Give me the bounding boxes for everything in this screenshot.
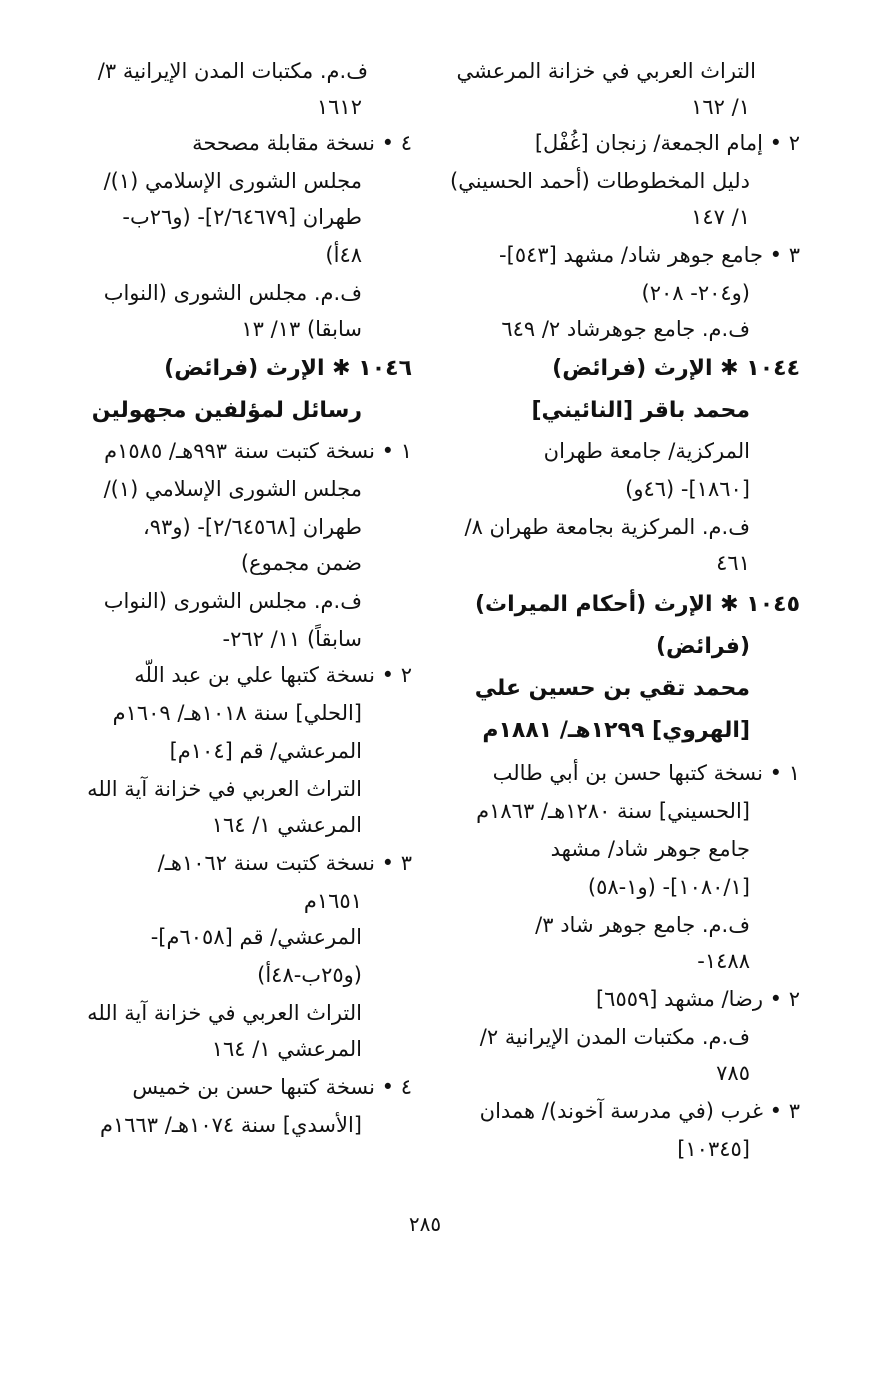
text-line: ف.م. جامع جوهرشاد ٢/ ٦٤٩ <box>501 317 750 341</box>
text-line: ١٤٨٨- <box>697 949 750 973</box>
text-line: سابقا) ١٣/ ١٣ <box>241 317 362 341</box>
text-line: دليل المخطوطات (أحمد الحسيني) <box>450 169 750 193</box>
entry-heading: ١٠٤٥ ✱ الإرث (أحكام الميراث) <box>474 592 800 617</box>
text-line: ١٦٥١م <box>303 889 362 913</box>
text-line: [١٠٣٤٥] <box>677 1137 750 1161</box>
text-line: [الأسدي] سنة ١٠٧٤هـ/ ١٦٦٣م <box>99 1113 362 1137</box>
text-line: [الحلي] سنة ١٠١٨هـ/ ١٦٠٩م <box>112 701 362 725</box>
list-item-number: ٣ • جامع جوهر شاد/ مشهد [٥٤٣]- <box>499 243 800 267</box>
list-item-number: ١ • نسخة كتبها حسن بن أبي طالب <box>492 761 800 785</box>
text-line: ٧٨٥ <box>716 1061 750 1085</box>
text-line: ف.م. مجلس الشورى (النواب <box>103 281 362 305</box>
text-line: [الحسيني] سنة ١٢٨٠هـ/ ١٨٦٣م <box>476 799 750 823</box>
text-line: ف.م. المركزية بجامعة طهران ٨/ <box>464 515 750 539</box>
text-line: ١/ ١٤٧ <box>691 205 750 229</box>
list-item-number: ١ • نسخة كتبت سنة ٩٩٣هـ/ ١٥٨٥م <box>104 439 412 463</box>
text-line: طهران [٢/٦٤٦٧٩]- (و٢٦ب- <box>122 205 362 229</box>
text-line: المرعشي/ قم [١٠٤م] <box>169 739 362 763</box>
text-line: المرعشي/ قم [٦٠٥٨م]- <box>150 925 362 949</box>
author-name: رسائل لمؤلفين مجهولين <box>91 398 362 423</box>
text-line: ٤٨أ) <box>325 243 362 267</box>
text-line: ١٦١٢ <box>316 95 362 119</box>
entry-heading-cont: (فرائض) <box>655 634 750 659</box>
text-line: مجلس الشورى الإسلامي (١)/ <box>103 477 362 501</box>
list-item-number: ٢ • نسخة كتبها علي بن عبد اللّه <box>134 663 412 687</box>
text-line: [١٠٨٠/١]- (و١-٥٨) <box>587 875 750 899</box>
list-item-number: ٣ • غرب (في مدرسة آخوند)/ همدان <box>479 1099 800 1123</box>
text-line: المركزية/ جامعة طهران <box>543 439 750 463</box>
text-line: المرعشي ١/ ١٦٤ <box>211 1037 362 1061</box>
text-line: المرعشي ١/ ١٦٤ <box>211 813 362 837</box>
text-line: سابقاً) ١١/ ٢٦٢- <box>222 627 362 651</box>
author-name: محمد باقر [النائيني] <box>531 398 750 423</box>
text-line: ف.م. مكتبات المدن الإيرانية ٣/ <box>97 59 368 83</box>
text-line: طهران [٢/٦٤٥٦٨]- (و٩٣، <box>143 515 362 539</box>
text-line: (و٢٠٤- ٢٠٨) <box>641 281 750 305</box>
text-line: ضمن مجموع) <box>240 551 362 575</box>
text-line: ف.م. جامع جوهر شاد ٣/ <box>535 913 750 937</box>
text-line: التراث العربي في خزانة آية الله <box>87 1001 362 1025</box>
author-name-cont: [الهروي] ١٢٩٩هـ/ ١٨٨١م <box>482 718 750 743</box>
page-number: ٢٨٥ <box>408 1212 442 1236</box>
text-line: [١٨٦٠]- (٤٦و) <box>625 477 750 501</box>
text-line: ١/ ١٦٢ <box>691 95 750 119</box>
text-line: مجلس الشورى الإسلامي (١)/ <box>103 169 362 193</box>
author-name: محمد تقي بن حسين علي <box>474 676 750 701</box>
entry-heading: ١٠٤٤ ✱ الإرث (فرائض) <box>552 356 800 381</box>
text-line: جامع جوهر شاد/ مشهد <box>550 837 750 861</box>
list-item-number: ٣ • نسخة كتبت سنة ١٠٦٢هـ/ <box>157 851 412 875</box>
text-line: ف.م. مجلس الشورى (النواب <box>103 589 362 613</box>
text-line: التراث العربي في خزانة المرعشي <box>456 59 756 83</box>
text-line: (و٢٥ب-٤٨أ) <box>257 963 362 987</box>
text-line: ٤٦١ <box>716 551 750 575</box>
text-line: التراث العربي في خزانة آية الله <box>87 777 362 801</box>
entry-heading: ١٠٤٦ ✱ الإرث (فرائض) <box>164 356 412 381</box>
list-item-number: ٢ • إمام الجمعة/ زنجان [غُفْل] <box>534 131 800 155</box>
list-item-number: ٤ • نسخة كتبها حسن بن خميس <box>132 1075 412 1099</box>
list-item-number: ٤ • نسخة مقابلة مصححة <box>192 131 412 155</box>
list-item-number: ٢ • رضا/ مشهد [٦٥٥٩] <box>595 987 800 1011</box>
text-line: ف.م. مكتبات المدن الإيرانية ٢/ <box>479 1025 750 1049</box>
